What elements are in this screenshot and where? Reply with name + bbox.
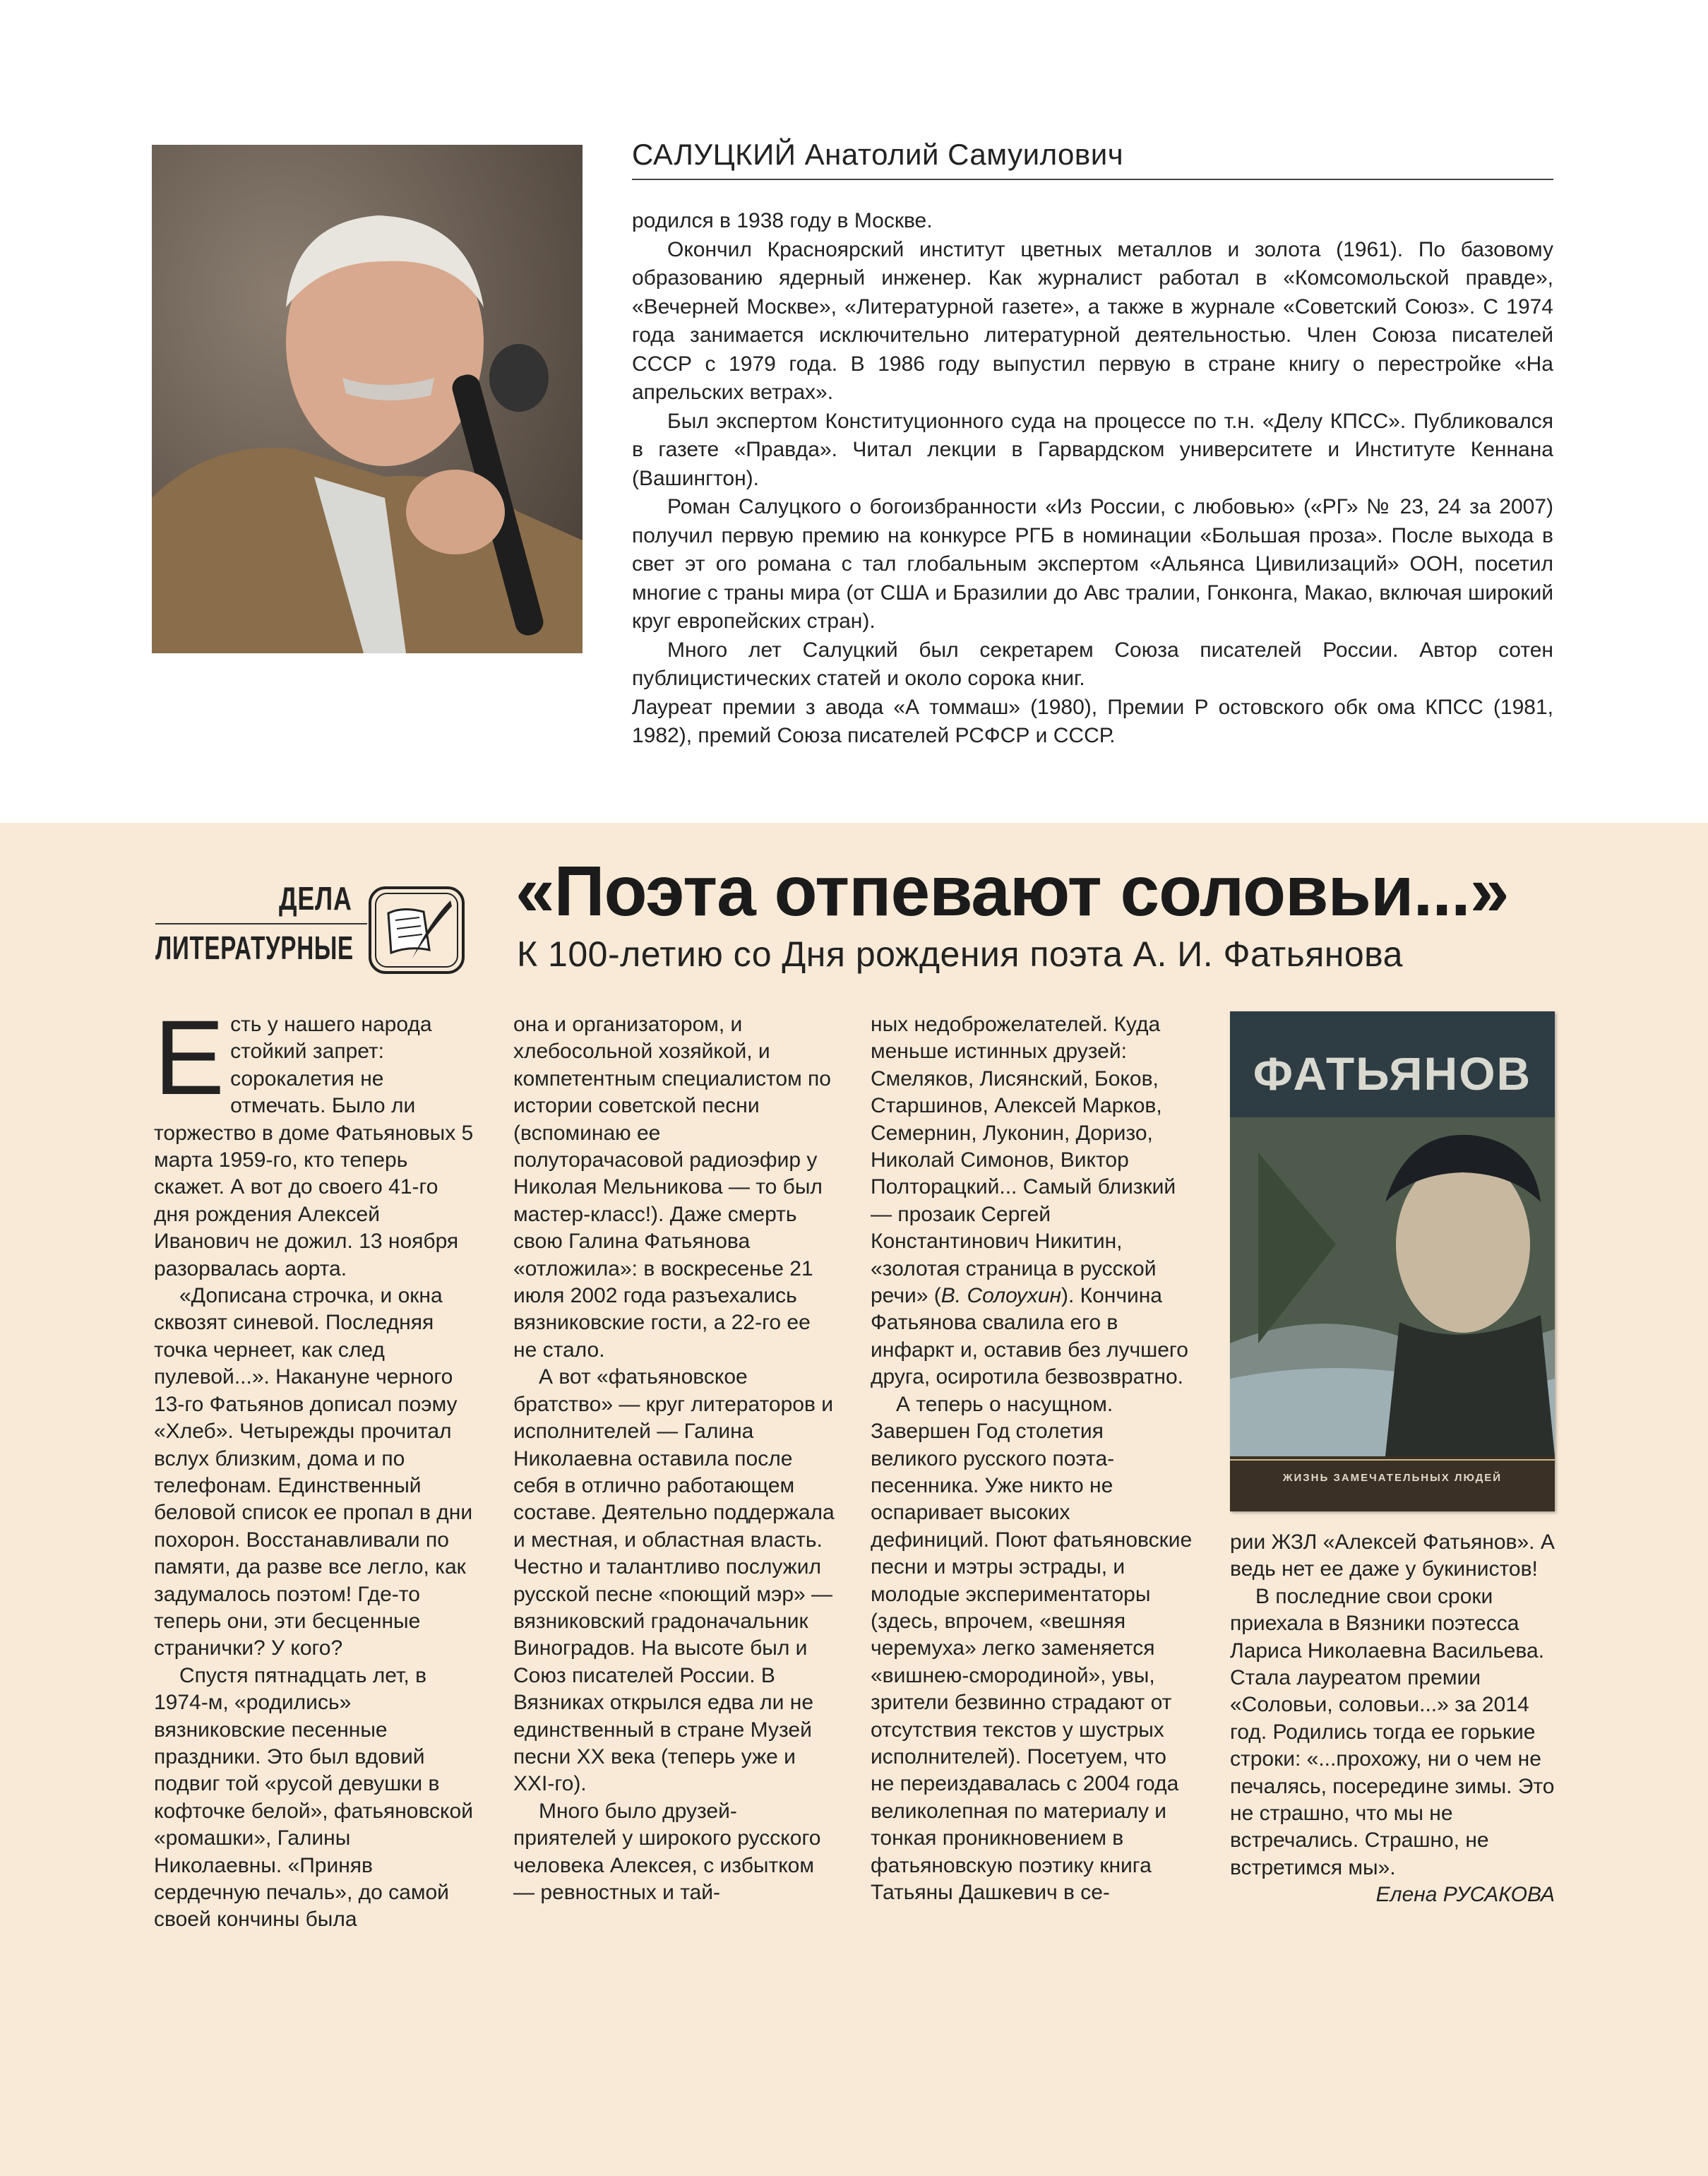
bio-section [0, 0, 1708, 823]
quill-scroll-icon [367, 885, 466, 975]
bio-paragraph: родился в 1938 году в Москве. [632, 209, 933, 232]
article-paragraph: рии ЖЗЛ «Алексей Фатьянов». А ведь нет ее даже у букинистов! [1230, 1530, 1555, 1581]
bio-paragraph: Роман Салуцкого о богоизбранности «Из России, с любовью» («РГ» № 23, 24 за 2007) получил первую премию на конкурсе РГБ в номинации «Большая проза». После выхода в свет эт ого романа с тал глобальным экспертом «Альянса Цивилизаций» ООН, посетил многие с траны мира (от США и Бразилии до Авс тралии, Гонконга, Макао, включая широкий круг европейских стран). [632, 495, 1553, 633]
article-paragraph: Спустя пятнадцать лет, в 1974-м, «родились» вязниковские песенные праздники. Это был вдовий подвиг той «русой девушки в кофточке белой», фатьяновской «ромашки», Галины Николаевны. «Приняв сердечную печаль», до самой своей кончины была [154, 1663, 473, 1932]
article-subtitle: К 100-летию со Дня рождения поэта А. И. Фатьянова [517, 934, 1403, 974]
rubric-heading [155, 879, 487, 985]
book-series: ЖИЗНЬ ЗАМЕЧАТЕЛЬНЫХ ЛЮДЕЙ [1282, 1472, 1503, 1484]
article-paragraph: В последние свои сроки приехала в Вязники поэтесса Лариса Николаевна Васильева. Стала лауреатом премии «Соловьи, соловьи...» за 2014 год. Родились тогда ее горькие строки: «...прохожу, ни о чем не печалясь, посередине зимы. Это не страшно, что мы не встречались. Страшно, не встретимся мы». [1230, 1584, 1555, 1879]
bio-text [632, 207, 1553, 751]
bio-paragraph: Лауреат премии з авода «А томмаш» (1980), Премии Р остовского обк ома КПСС (1981, 1982), премий Союза писателей РСФСР и СССР. [632, 695, 1553, 747]
bio-paragraph: Много лет Салуцкий был секретарем Союза писателей России. Автор сотен публицистических статей и около сорока книг. [632, 638, 1553, 690]
rubric-line1: ДЕЛА [279, 880, 352, 917]
article-paragraph: она и организатором, и хлебосольной хозяйкой, и компетентным специалистом по истории советской песни (вспоминаю ее полуторачасовой радиоэфир у Николая Мельникова — то был мастер-класс!). Даже смерть свою Галина Фатьянова «отложила»: в воскресенье 21 июля 2002 года разъехались вязниковские гости, а 22-го ее не стало. [513, 1013, 831, 1362]
article-paragraph: сть у нашего народа стойкий запрет: сорокалетия не отмечать. Было ли торжество в доме Фатьяновых 5 марта 1959-го, кто теперь скажет. А вот до своего 41-го дня рождения Алексей Иванович не дожил. 13 ноября разорвалась аорта. [154, 1013, 474, 1280]
rubric-line2: ЛИТЕРАТУРНЫЕ [155, 929, 354, 966]
rubric-divider [155, 923, 367, 924]
quote-author: В. Солоухин [940, 1284, 1061, 1308]
bio-paragraph: Был экспертом Конституционного суда на процессе по т.н. «Делу КПСС». Публиковался в газете «Правда». Читал лекции в Гарвардском университете и Институте Кеннана (Вашингтон). [632, 409, 1553, 490]
article-title: «Поэта отпевают соловьи...» [515, 852, 1509, 931]
article-paragraph: «Дописана строчка, и окна сквозят синевой. Последняя точка чернеет, как след пулевой...». Накануне черного 13-го Фатьянов дописал поэму «Хлеб». Четырежды прочитал вслух близким, дома и по телефонам. Единственный беловой список ее пропал в дни похорон. Восстанавливали по памяти, да разве все легло, как задумалось поэтом! Где-то теперь они, эти бесценные странички? У кого? [154, 1284, 473, 1660]
author-signature: Елена РУСАКОВА [1375, 1883, 1555, 1907]
book-title: ФАТЬЯНОВ [1253, 1047, 1532, 1100]
bio-name: САЛУЦКИЙ Анатолий Самуилович [632, 138, 1553, 180]
book-cover [1230, 1011, 1555, 1511]
bio-paragraph: Окончил Красноярский институт цветных металлов и золота (1961). По базовому образованию ядерный инженер. Как журналист работал в «Комсомольской правде», «Вечерней Москве», «Литературной газете», а также в журнале «Советский Союз». С 1974 года занимается исключительно литературной деятельностью. Член Союза писателей СССР с 1979 года. В 1986 году выпустил первую в стране книгу о перестройке «На апрельских ветрах». [632, 237, 1553, 404]
article-paragraph: А вот «фатьяновское братство» — круг литераторов и исполнителей — Галина Николаевна оставила после себя в отлично работающем составе. Деятельно поддержала и местная, и областная власть. Честно и талантливо послужил русской песне «поющий мэр» — вязниковский градоначальник Виноградов. На высоте был и Союз писателей России. В Вязниках открылся едва ли не единственный в стране Музей песни XX века (теперь уже и XXI-го). [513, 1365, 835, 1796]
author-photo [152, 145, 583, 653]
article-column-1 [154, 998, 477, 1934]
article-column-4 [1230, 1529, 1555, 1909]
drop-cap: Е [154, 998, 225, 1117]
article-column-2 [513, 1011, 836, 1906]
article-paragraph: ных недоброжелателей. Куда меньше истинных друзей: Смеляков, Лисянский, Боков, Старшинов, Алексей Марков, Семернин, Луконин, Доризо, Николай Симонов, Виктор Полторацкий... Самый близкий — прозаик Сергей Константинович Никитин, «золотая страница в русской речи» (В. Солоухин). Кончина Фатьянова свалила его в инфаркт и, оставив без лучшего друга, осиротила безвозвратно. [871, 1013, 1188, 1389]
article-column-3 [871, 1011, 1193, 1906]
article-paragraph: А теперь о насущном. Завершен Год столетия великого русского поэта-песенника. Уже никто не оспаривает высоких дефиниций. Поют фатьяновские песни и мэтры эстрады, и молодые экспериментаторы (здесь, впрочем, «вешняя черемуха» легко заменяется «вишнею-смородиной», увы, зрители безвинно страдают от отсутствия текстов у шустрых исполнителей). Посетуем, что не переиздавалась с 2004 года великолепная по материалу и тонкая проникновением в фатьяновскую поэтику книга Татьяны Дашкевич в се- [871, 1392, 1193, 1904]
article-paragraph: Много было друзей-приятелей у широкого русского человека Алексея, с избытком — ревностных и тай- [513, 1799, 821, 1904]
